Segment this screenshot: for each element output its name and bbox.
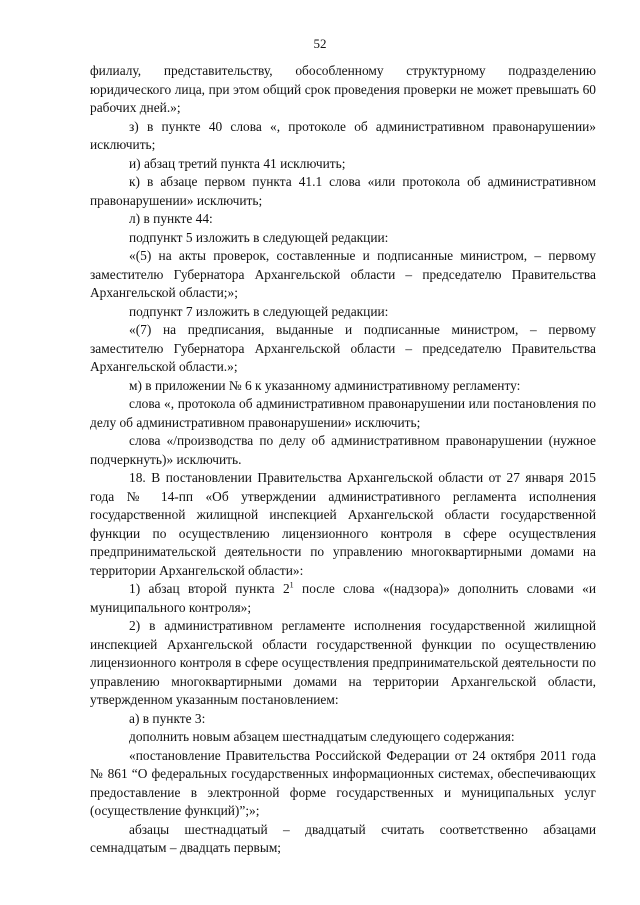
paragraph: з) в пункте 40 слова «, протоколе об административном правонарушении» исключить; <box>90 118 596 152</box>
paragraph: подпункт 5 изложить в следующей редакции: <box>129 229 389 245</box>
paragraph: л) в пункте 44: <box>129 211 213 226</box>
paragraph: к) в абзаце первом пункта 41.1 слова «или протокола об административном правонарушении» исключить; <box>90 174 596 208</box>
paragraph: абзацы шестнадцатый – двадцатый считать соответственно абзацами семнадцатым – двадцать первым; <box>90 821 596 855</box>
paragraph: 2) в административном регламенте исполнения государственной жилищной инспекцией Архангельской области государственной функции по осуществлению лицензионного контроля в сфере осуществления предпринимательской деятельности по управлению многоквартирными домами на территории Архангельской области, утвержденном указанным постановлением: <box>90 618 596 707</box>
superscript: 1 <box>289 580 294 590</box>
paragraph <box>90 580 596 617</box>
paragraph: подпункт 7 изложить в следующей редакции: <box>129 303 389 319</box>
paragraph: 18. В постановлении Правительства Архангельской области от 27 января 2015 года № 14-пп «Об утверждении административного регламента исполнения государственной жилищной инспекцией Архангельской области государственной функции по осуществлению лицензионного контроля в сфере осуществления предпринимательской деятельности по управлению многоквартирными домами на территории Архангельской области»: <box>90 470 596 578</box>
paragraph: слова «/производства по делу об административном правонарушении (нужное подчеркнуть)» исключить. <box>90 433 596 467</box>
paragraph: а) в пункте 3: <box>129 710 206 726</box>
paragraph-text: 1) абзац второй пункта 2 <box>129 581 290 596</box>
paragraph: слова «, протокола об административном правонарушении или постановления по делу об административном правонарушении» исключить; <box>90 396 596 430</box>
paragraph: «постановление Правительства Российской Федерации от 24 октября 2011 года № 861 “О федеральных государственных информационных системах, обеспечивающих предоставление в электронной форме государственных и муниципальных услуг (осуществление функций)”;»; <box>90 747 596 818</box>
paragraph: «(5) на акты проверок, составленные и подписанные министром, – первому заместителю Губернатора Архангельской области – председателю Правительства Архангельской области;»; <box>90 248 596 300</box>
paragraph: филиалу, представительству, обособленному структурному подразделению юридического лица, при этом общий срок проведения проверки не может превышать 60 рабочих дней.»; <box>90 63 596 115</box>
paragraph: м) в приложении № 6 к указанному административному регламенту: <box>129 377 521 393</box>
paragraph: «(7) на предписания, выданные и подписанные министром, – первому заместителю Губернатора Архангельской области – председателю Правительства Архангельской области.»; <box>90 322 596 374</box>
paragraph: и) абзац третий пункта 41 исключить; <box>129 155 346 171</box>
paragraph-text: после слова «(надзора)» дополнить словами «и муниципального контроля»; <box>90 581 596 615</box>
paragraph: дополнить новым абзацем шестнадцатым следующего содержания: <box>129 729 515 744</box>
page-number: 52 <box>313 36 327 51</box>
document-body <box>90 62 596 858</box>
